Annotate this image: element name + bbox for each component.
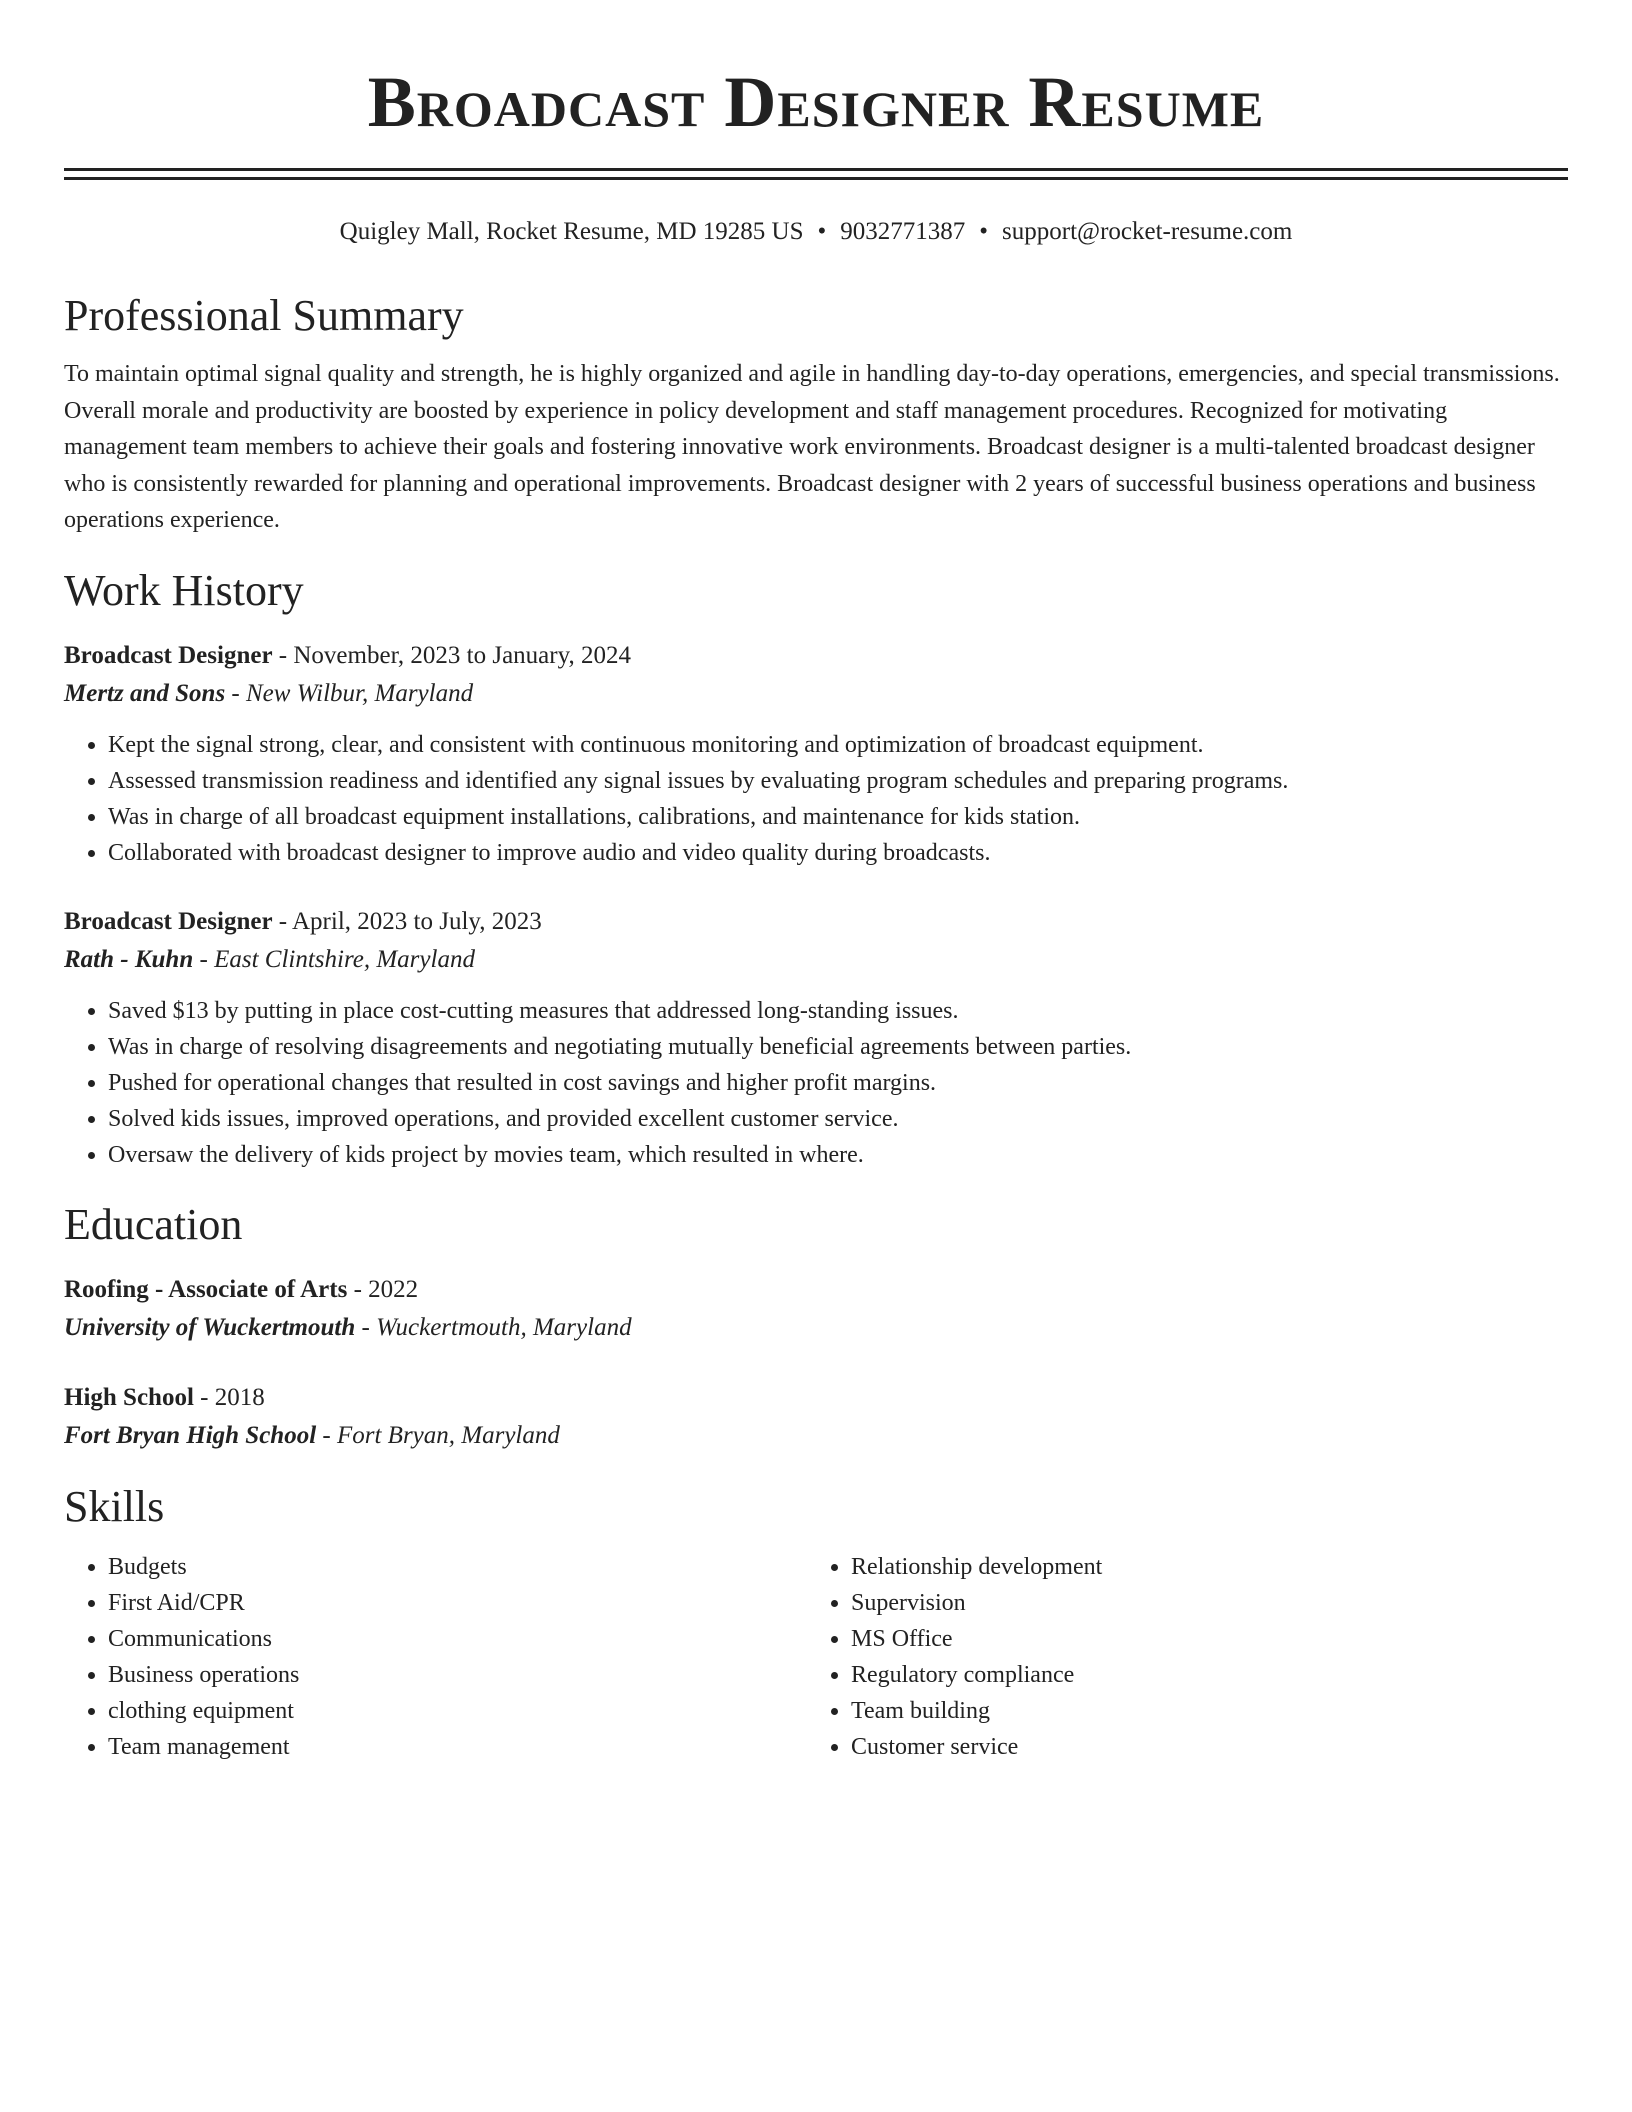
list-item: • Collaborated with broadcast designer to improve audio and video quality during broadcasts. <box>108 835 1568 871</box>
education-entry <box>64 1379 1568 1455</box>
job-company-line <box>64 941 1568 979</box>
contact-line <box>64 216 1568 248</box>
skills-list <box>807 1549 1551 1765</box>
education-degree: Roofing - Associate of Arts <box>64 1275 348 1303</box>
work-history-heading: Work History <box>64 565 304 615</box>
skills-column-left <box>64 1549 807 1765</box>
contact-phone: 9032771387 <box>840 218 966 245</box>
job-dates: - November, 2023 to January, 2024 <box>272 641 631 669</box>
job-header <box>64 637 1568 675</box>
resume-title: Broadcast Designer Resume <box>367 62 1265 142</box>
job-bullet-list <box>64 727 1568 871</box>
contact-email: support@rocket-resume.com <box>1002 218 1293 245</box>
skill-item: • MS Office <box>851 1621 1551 1657</box>
skills-heading: Skills <box>64 1481 165 1531</box>
list-item: • Solved kids issues, improved operations, and provided excellent customer service. <box>108 1101 1568 1137</box>
job-entry <box>64 637 1568 871</box>
contact-separator: • <box>979 218 989 245</box>
skill-item: • First Aid/CPR <box>108 1585 808 1621</box>
education-entry <box>64 1271 1568 1347</box>
education-location: - Fort Bryan, Maryland <box>316 1421 560 1449</box>
list-item: • Was in charge of all broadcast equipment installations, calibrations, and maintenance for kids station. <box>108 799 1568 835</box>
list-item: • Pushed for operational changes that resulted in cost savings and higher profit margins. <box>108 1065 1568 1101</box>
education-header <box>64 1271 1568 1309</box>
contact-address: Quigley Mall, Rocket Resume, MD 19285 US <box>339 218 804 245</box>
education-degree: High School <box>64 1383 194 1411</box>
education-school: University of Wuckertmouth <box>64 1313 356 1341</box>
skill-item: • Business operations <box>108 1657 808 1693</box>
education-school: Fort Bryan High School <box>64 1421 317 1449</box>
list-item: • Oversaw the delivery of kids project by movies team, which resulted in where. <box>108 1137 1568 1173</box>
list-item: • Was in charge of resolving disagreements and negotiating mutually beneficial agreements between parties. <box>108 1029 1568 1065</box>
skills-column-right <box>807 1549 1551 1765</box>
education-school-line <box>64 1309 1568 1347</box>
job-header <box>64 903 1568 941</box>
list-item: • Kept the signal strong, clear, and consistent with continuous monitoring and optimization of broadcast equipment. <box>108 727 1568 763</box>
list-item: • Assessed transmission readiness and identified any signal issues by evaluating program schedules and preparing programs. <box>108 763 1568 799</box>
education-heading: Education <box>64 1199 243 1249</box>
skill-item: • Supervision <box>851 1585 1551 1621</box>
title-divider <box>64 168 1568 180</box>
job-company: Mertz and Sons <box>64 679 226 707</box>
education-location: - Wuckertmouth, Maryland <box>355 1313 632 1341</box>
skill-item: • Team building <box>851 1693 1551 1729</box>
job-entry <box>64 903 1568 1173</box>
job-bullet-list <box>64 993 1568 1173</box>
skill-item: • Communications <box>108 1621 808 1657</box>
list-item: • Saved $13 by putting in place cost-cutting measures that addressed long-standing issues. <box>108 993 1568 1029</box>
education-school-line <box>64 1417 1568 1455</box>
skill-item: • Budgets <box>108 1549 808 1585</box>
education-header <box>64 1379 1568 1417</box>
skills-columns <box>64 1549 1568 1765</box>
skill-item: • Relationship development <box>851 1549 1551 1585</box>
skill-item: • clothing equipment <box>108 1693 808 1729</box>
education-year: - 2018 <box>193 1383 265 1411</box>
skill-item: • Regulatory compliance <box>851 1657 1551 1693</box>
job-location: - New Wilbur, Maryland <box>225 679 474 707</box>
job-company: Rath - Kuhn <box>64 945 194 973</box>
job-location: - East Clintshire, Maryland <box>193 945 475 973</box>
job-dates: - April, 2023 to July, 2023 <box>272 907 542 935</box>
skill-item: • Customer service <box>851 1729 1551 1765</box>
job-company-line <box>64 675 1568 713</box>
summary-heading: Professional Summary <box>64 291 464 340</box>
skill-item: • Team management <box>108 1729 808 1765</box>
contact-separator: • <box>817 218 827 245</box>
job-title: Broadcast Designer <box>64 907 273 935</box>
skills-list <box>64 1549 808 1765</box>
job-title: Broadcast Designer <box>64 641 273 669</box>
education-year: - 2022 <box>347 1275 419 1303</box>
summary-text: To maintain optimal signal quality and strength, he is highly organized and agile in handling day-to-day operations, emergencies, and special transmissions. Overall morale and productivity are boosted by experience in policy development and staff management procedures. Recognized for motivating management team members to achieve their goals and fostering innovative work environments. Broadcast designer is a multi-talented broadcast designer who is consistently rewarded for planning and operational improvements. Broadcast designer with 2 years of successful business operations and business operations experience. <box>64 361 1560 533</box>
